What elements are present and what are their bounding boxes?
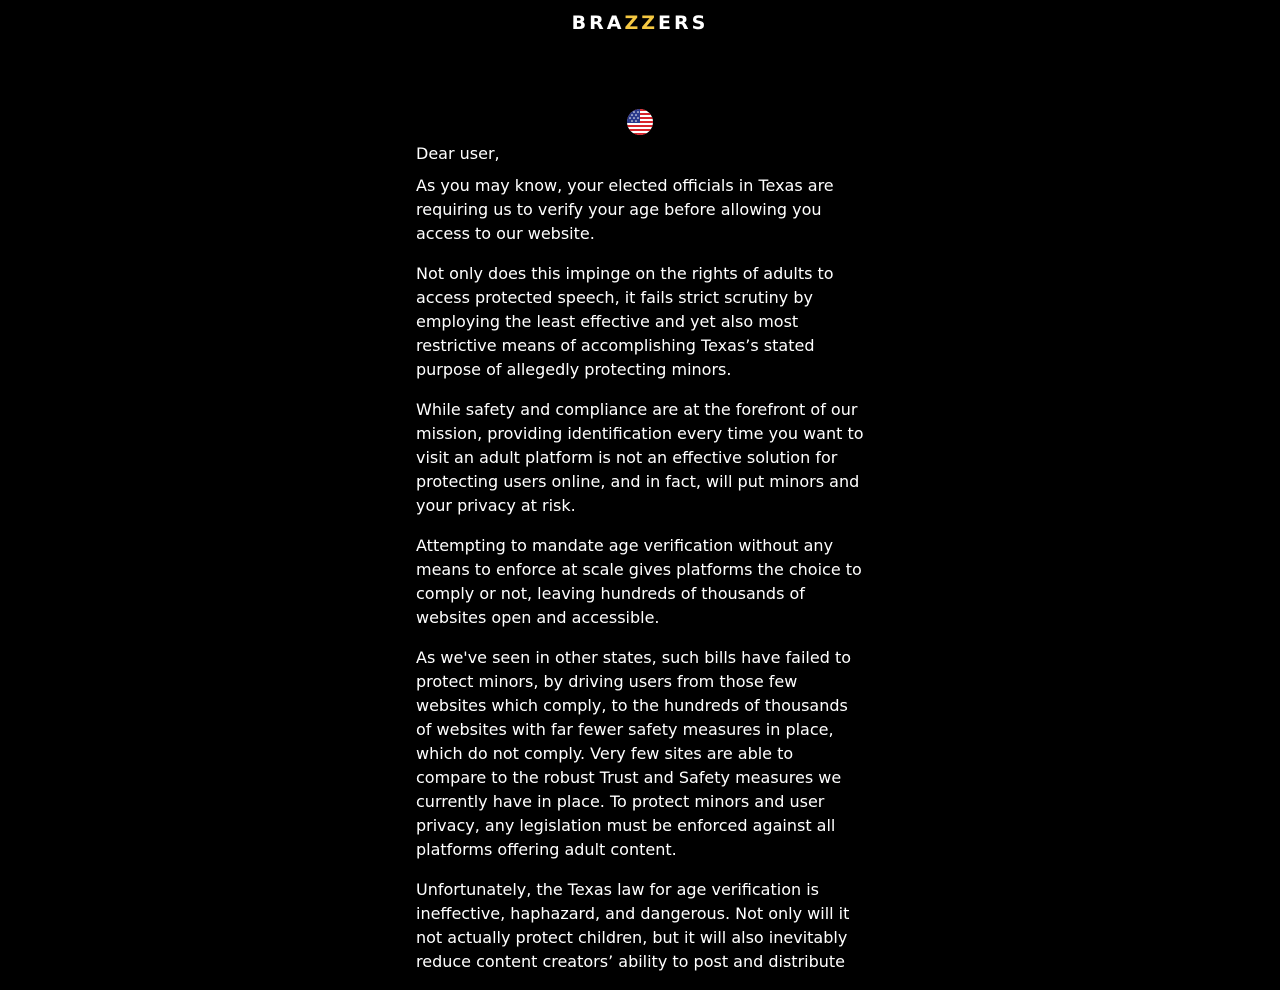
letter-paragraph: Not only does this impinge on the rights of adults to access protected speech, it fails strict scrutiny by employing the least effective and yet also most restrictive means of accomplishing Texas’s stated purpose of allegedly protecting minors. xyxy=(416,264,834,379)
letter-greeting: Dear user, xyxy=(416,144,500,163)
letter-paragraph: Attempting to mandate age verification without any means to enforce at scale gives platforms the choice to comply or not, leaving hundreds of thousands of websites open and accessible. xyxy=(416,536,862,627)
logo-text-end: ERS xyxy=(658,12,709,34)
logo-text-start: BRA xyxy=(571,12,625,34)
brand-logo[interactable] xyxy=(0,12,1280,34)
letter-paragraph: While safety and compliance are at the forefront of our mission, providing identification every time you want to visit an adult platform is not an effective solution for protecting users online, and in fact, will put minors and your privacy at risk. xyxy=(416,400,864,515)
letter-paragraph: As we've seen in other states, such bills have failed to protect minors, by driving users from those few websites which comply, to the hundreds of thousands of websites with far fewer safety measures in place, which do not comply. Very few sites are able to compare to the robust Trust and Safety measures we currently have in place. To protect minors and user privacy, any legislation must be enforced against all platforms offering adult content. xyxy=(416,648,851,859)
us-flag-icon xyxy=(627,109,653,135)
letter-paragraph: As you may know, your elected officials in Texas are requiring us to verify your age before allowing you access to our website. xyxy=(416,176,834,243)
letter-body xyxy=(416,142,868,990)
letter-paragraph: Unfortunately, the Texas law for age verification is ineffective, haphazard, and dangerous. Not only will it not actually protect children, but it will also inevitably reduce content creators’ ability to post and distribute xyxy=(416,880,850,971)
logo-text-accent: ZZ xyxy=(624,12,659,34)
